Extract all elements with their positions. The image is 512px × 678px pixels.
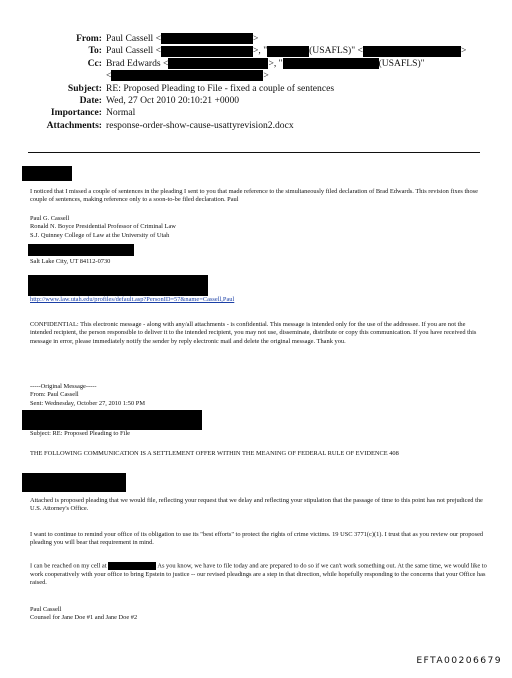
closing-name: Paul Cassell — [30, 606, 62, 613]
to-label: To: — [88, 45, 102, 57]
date-row — [22, 95, 492, 107]
reach-text-b: As you know, we have to file today and are prepared to do so if we can't work something out. At the same time, we would like to work cooperatively with your office to bring Epstein to justice -- our revised pleadings are a step in that direction, while hopefully responding to the concerns that your Office has raised. — [30, 562, 487, 587]
subject-row — [22, 83, 492, 95]
redaction-block — [111, 70, 263, 81]
profile-link[interactable]: http://www.law.utah.edu/profiles/default.asp?PersonID=57&name=Cassell,Paul — [30, 296, 235, 303]
subject-value: RE: Proposed Pleading to File - fixed a couple of sentences — [106, 82, 335, 94]
original-message-header — [30, 383, 488, 408]
cc-tag: (USAFLS)" — [378, 57, 425, 69]
email-header — [22, 33, 492, 132]
cc-row — [22, 58, 492, 70]
redaction-block — [22, 410, 202, 430]
closing-block — [30, 606, 137, 623]
cc-cont-row — [22, 70, 492, 82]
body-paragraph-1: I noticed that I missed a couple of sentences in the pleading I sent to you that made reference to the simultaneously filed declaration of Brad Edwards. This revision fixes those couple of sentences, making reference only to a soon-to-be filed declaration. Paul — [30, 188, 478, 204]
redaction-block — [161, 46, 253, 57]
cc-label: Cc: — [87, 57, 102, 69]
redaction-block — [363, 46, 461, 57]
from-label: From: — [76, 33, 102, 44]
redaction-block — [283, 58, 379, 69]
original-separator: -----Original Message----- — [30, 383, 97, 390]
cc-value: Brad Edwards < — [106, 57, 169, 69]
reach-paragraph — [30, 562, 488, 588]
date-value: Wed, 27 Oct 2010 20:10:21 +0000 — [106, 94, 240, 106]
original-subject: Subject: RE: Proposed Pleading to File — [30, 430, 130, 437]
confidential-notice: CONFIDENTIAL: This electronic message - along with any/all attachments - is confidential. This message is intended only for the use of the addressee. If you are not the intended recipient, the person responsible to deliver it to the intended recipient, you may not use, disseminate, distribute or copy this communication. If you have received this message in error, please immediately notify the sender by reply electronic mail and delete the original message. Thank you. — [30, 321, 477, 345]
from-row — [22, 33, 492, 45]
subject-label: Subject: — [67, 82, 102, 94]
original-from: From: Paul Cassell — [30, 391, 79, 399]
attached-paragraph: Attached is proposed pleading that we would file, reflecting your request that we delay and reflecting your stipulation that the passage of time to this point has not prejudiced the U.S. Attorney's Office. — [30, 497, 483, 513]
cc-mid: >, " — [268, 57, 283, 69]
reach-text-a: I can be reached on my cell at — [30, 562, 107, 570]
settlement-notice: THE FOLLOWING COMMUNICATION IS A SETTLEMENT OFFER WITHIN THE MEANING OF FEDERAL RULE OF EVIDENCE 408 — [30, 450, 399, 457]
attachments-row — [22, 120, 492, 132]
redaction-block — [108, 562, 156, 570]
from-value: Paul Cassell < — [106, 33, 161, 44]
to-close: > — [460, 45, 467, 57]
importance-row — [22, 107, 492, 119]
to-mid: >, " — [252, 45, 268, 57]
redaction-block — [22, 166, 72, 181]
redaction-block — [168, 58, 268, 69]
importance-value: Normal — [106, 107, 136, 119]
redaction-block — [28, 275, 208, 296]
signature-block — [30, 215, 488, 240]
document-id: EFTA00206679 — [416, 655, 502, 666]
from-close: > — [252, 33, 259, 44]
closing-role: Counsel for Jane Doe #1 and Jane Doe #2 — [30, 614, 138, 622]
importance-label: Importance: — [50, 107, 102, 119]
to-tag: (USAFLS)" < — [309, 45, 363, 57]
cc-cont-close: > — [263, 70, 269, 82]
signature-city: Salt Lake City, UT 84112-0730 — [30, 258, 111, 265]
date-label: Date: — [79, 94, 102, 106]
signature-name: Paul G. Cassell — [30, 215, 70, 222]
attachments-label: Attachments: — [46, 119, 102, 131]
redaction-block — [267, 46, 309, 57]
to-row — [22, 45, 492, 57]
redaction-block — [22, 473, 126, 492]
original-sent: Sent: Wednesday, October 27, 2010 1:50 PM — [30, 399, 146, 407]
signature-title: Ronald N. Boyce Presidential Professor of Criminal Law — [30, 223, 176, 231]
redaction-block — [161, 33, 253, 44]
attachments-value[interactable]: response-order-show-cause-usattyrevision2.docx — [106, 119, 294, 131]
header-divider — [28, 152, 480, 153]
redaction-block — [28, 244, 134, 256]
to-value: Paul Cassell < — [106, 45, 161, 57]
cc-cont-open: < — [106, 70, 112, 82]
signature-college: S.J. Quinney College of Law at the University of Utah — [30, 231, 170, 239]
remind-paragraph: I want to continue to remind your office of its obligation to use its "best efforts" to protect the rights of crime victims. 19 USC 3771(c)(1). I trust that as you review our proposed pleading you will bear that requirement in mind. — [30, 531, 484, 547]
